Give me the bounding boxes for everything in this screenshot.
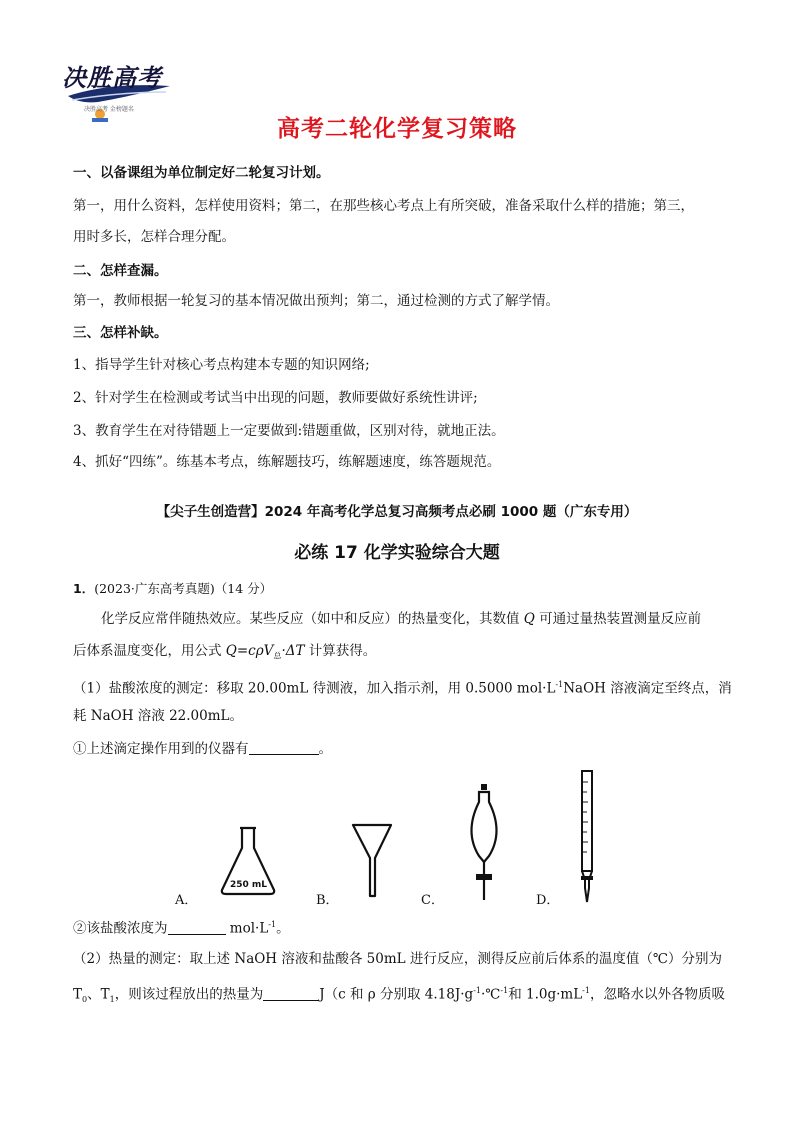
formula-delta-t: ·ΔT [281, 643, 305, 659]
q2-text: 。 [276, 920, 290, 937]
part1-line-2: 耗 NaOH 溶液 22.00mL。 [73, 708, 243, 724]
option-b-label: B． [316, 893, 339, 908]
option-c-label: C． [421, 893, 444, 908]
q2-text: ②该盐酸浓度为 [73, 920, 168, 937]
q1-line [73, 740, 332, 758]
superscript: -1 [582, 986, 590, 995]
part2-line-2 [73, 982, 725, 1009]
formula-subscript: 总 [273, 651, 282, 661]
strategy-item: 2、针对学生在检测或考试当中出现的问题，教师要做好系统性讲评; [73, 390, 478, 406]
strategy-heading-2: 二、怎样查漏。 [73, 263, 168, 279]
strategy-paragraph-1a: 第一，用什么资料，怎样使用资料；第二，在那些核心考点上有所突破，准备采取什么样的措施；第三， [73, 198, 694, 214]
strategy-item: 1、指导学生针对核心考点构建本专题的知识网络; [73, 357, 370, 373]
answer-blank[interactable] [263, 986, 319, 1001]
q2-line [73, 916, 290, 938]
option-d-label: D． [536, 893, 560, 908]
strategy-paragraph-1b: 用时多长，怎样合理分配。 [73, 229, 235, 245]
part2-text: ，忽略水以外各物质吸 [589, 986, 725, 1003]
answer-blank[interactable] [249, 740, 319, 755]
strategy-item: 3、教育学生在对待错题上一定要做到:错题重做，区别对待，就地正法。 [73, 423, 505, 439]
intro-text: 化学反应常伴随热效应。某些反应（如中和反应）的热量变化，其数值 [101, 611, 524, 627]
answer-blank[interactable] [168, 920, 226, 935]
section-title: 必练 17 化学实验综合大题 [294, 543, 500, 563]
question-intro-1 [101, 610, 701, 628]
part2-text: T [73, 986, 83, 1003]
question-intro-2 [73, 642, 376, 666]
intro-text: 计算获得。 [304, 643, 377, 659]
part1-text: NaOH 溶液滴定至终点，消 [563, 680, 732, 697]
part1-line-1 [73, 676, 732, 698]
logo-tagline: 决胜高考 金榜题名 [84, 106, 134, 113]
strategy-paragraph-2: 第一，教师根据一轮复习的基本情况做出预判；第二，通过检测的方式了解学情。 [73, 293, 559, 309]
intro-text: 后体系温度变化，用公式 [73, 643, 226, 659]
superscript: -1 [500, 986, 509, 995]
intro-text: 可通过量热装置测量反应前 [534, 611, 702, 627]
symbol-q: Q [523, 611, 535, 627]
conical-flask-icon [218, 824, 278, 896]
page-title: 高考二轮化学复习策略 [277, 116, 517, 142]
superscript: -1 [268, 920, 277, 929]
question-source: (2023·广东高考真题)（14 分） [94, 581, 273, 596]
subscript: 1 [109, 995, 115, 1005]
apparatus-options [0, 768, 794, 908]
separatory-funnel-icon [462, 782, 506, 904]
part2-text: 、T [87, 986, 110, 1003]
option-a-label: A． [175, 893, 198, 908]
question-number: 1． [73, 581, 95, 596]
strategy-heading-1: 一、以备课组为单位制定好二轮复习计划。 [73, 165, 330, 181]
superscript: -1 [555, 680, 564, 689]
part2-line-1: （2）热量的测定：取上述 NaOH 溶液和盐酸各 50mL 进行反应，测得反应前后体系的温度值（℃）分别为 [73, 951, 723, 967]
part2-text: 和 1.0g·mL [508, 986, 583, 1003]
logo-text: 决胜高考 [62, 64, 162, 92]
question-header [73, 580, 272, 598]
part2-text: ·℃ [481, 986, 501, 1003]
flask-volume-label: 250 mL [230, 880, 268, 890]
q1-text: ①上述滴定操作用到的仪器有 [73, 741, 249, 757]
strategy-heading-3: 三、怎样补缺。 [73, 325, 168, 341]
strategy-item: 4、抓好“四练”。练基本考点，练解题技巧，练解题速度，练答题规范。 [73, 454, 501, 470]
funnel-icon [350, 820, 394, 900]
part2-text: J（c 和 ρ 分别取 4.18J·g [319, 986, 474, 1003]
subscript: 0 [82, 995, 88, 1005]
q1-text: 。 [318, 741, 332, 757]
series-title: 【尖子生创造营】2024 年高考化学总复习高频考点必刷 1000 题（广东专用） [156, 504, 638, 520]
part1-text: （1）盐酸浓度的测定：移取 20.00mL 待测液，加入指示剂，用 0.5000 mol·L [73, 680, 556, 697]
part2-text: ，则该过程放出的热量为 [114, 986, 264, 1003]
superscript: -1 [473, 986, 481, 995]
burette-icon [574, 768, 600, 906]
formula: Q=cρV [225, 643, 274, 659]
q2-unit: mol·L [225, 920, 269, 937]
